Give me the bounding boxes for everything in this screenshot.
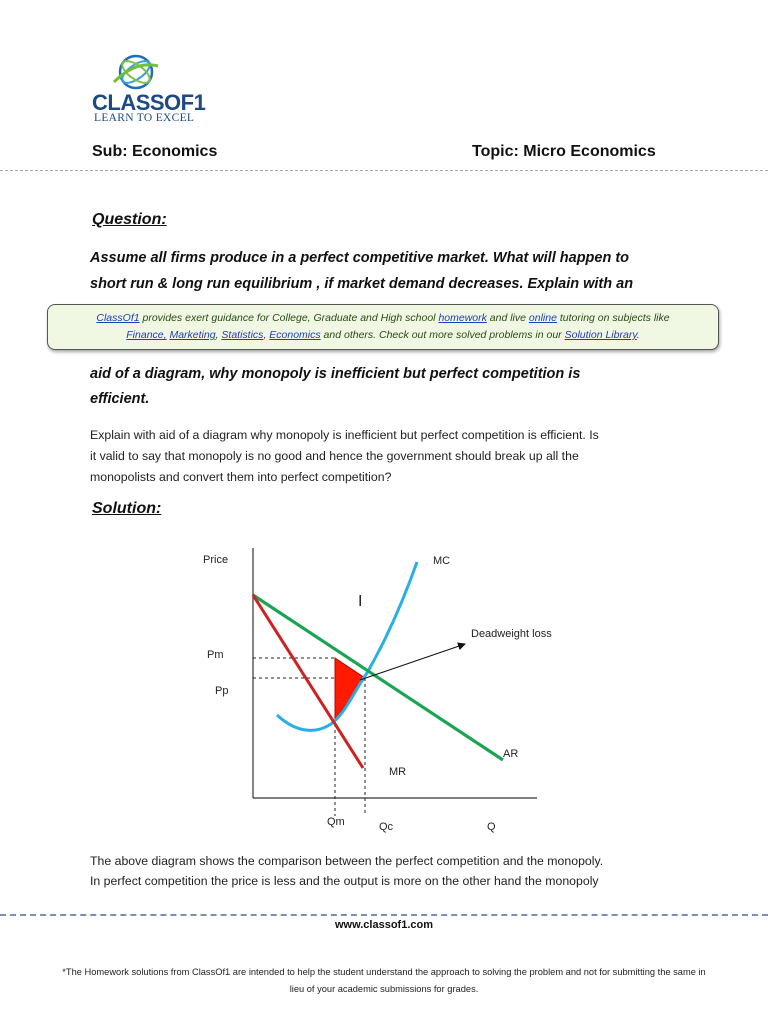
header-divider (0, 170, 768, 171)
disclaimer-line-2: lieu of your academic submissions for grades. (289, 984, 479, 994)
online-link[interactable]: online (528, 312, 557, 324)
pm-label: Pm (207, 649, 224, 661)
ar-label: AR (503, 748, 519, 760)
price-axis-label: Price (203, 554, 229, 566)
solution-para-line-1: The above diagram shows the comparison between the perfect competition and the monopoly. (90, 854, 604, 868)
question-line-1: Assume all firms produce in a perfect competitive market. What will happen to (90, 250, 630, 266)
qm-label: Qm (327, 816, 345, 828)
question-body-line-3: monopolists and convert them into perfect competition? (90, 470, 392, 484)
logo-name: CLASSOF1 (92, 90, 206, 115)
question-line-2: short run & long run equilibrium , if market demand decreases. Explain with an (90, 276, 634, 292)
subject-label: Sub: Economics (92, 143, 218, 160)
topic-label: Topic: Micro Economics (472, 143, 656, 160)
banner-text-2: and live (486, 312, 529, 324)
banner-sep-1: , (215, 329, 222, 341)
banner-sep-2: , (263, 329, 270, 341)
promo-banner (47, 304, 719, 350)
banner-end: . (636, 329, 640, 341)
question-heading: Question: (92, 211, 167, 228)
question-body-line-2: it valid to say that monopoly is no good and hence the government should break up all the (90, 449, 579, 463)
text-cursor-icon: I (358, 593, 363, 610)
homework-link[interactable]: homework (438, 312, 487, 324)
banner-text-3: tutoring on subjects like (556, 312, 670, 324)
solution-heading: Solution: (92, 500, 162, 517)
disclaimer (10, 964, 758, 998)
classof1-link[interactable]: ClassOf1 (96, 312, 140, 324)
banner-text-4: and others. Check out more solved problems in our (320, 329, 565, 341)
statistics-link[interactable]: Statistics (221, 329, 264, 341)
mc-label: MC (433, 555, 451, 567)
solution-library-link[interactable]: Solution Library (564, 329, 637, 341)
disclaimer-line-1: *The Homework solutions from ClassOf1 are intended to help the student understand the approach to solving the problem and not for submitting the same in (62, 967, 706, 977)
deadweight-arrow (360, 644, 465, 680)
q-axis-label: Q (487, 821, 496, 833)
question-line-4: efficient. (90, 391, 150, 407)
website-link[interactable]: www.classof1.com (334, 919, 434, 931)
monopoly-vs-competition-diagram (195, 540, 585, 840)
banner-text-1: provides exert guidance for College, Graduate and High school (139, 312, 439, 324)
pp-label: Pp (215, 685, 229, 697)
mc-curve (277, 562, 417, 730)
mr-label: MR (389, 766, 407, 778)
question-line-3: aid of a diagram, why monopoly is inefficient but perfect competition is (90, 366, 581, 382)
question-body-line-1: Explain with aid of a diagram why monopoly is inefficient but perfect competition is efficient. Is (90, 428, 599, 442)
economics-link[interactable]: Economics (269, 329, 321, 341)
finance-link[interactable]: Finance, (126, 329, 167, 341)
solution-para-line-2: In perfect competition the price is less and the output is more on the other hand the monopoly (90, 874, 599, 888)
qc-label: Qc (379, 821, 394, 833)
logo-tagline: LEARN TO EXCEL (94, 112, 195, 124)
marketing-link[interactable]: Marketing (169, 329, 216, 341)
footer-divider (0, 914, 768, 916)
deadweight-loss-label: Deadweight loss (471, 628, 552, 640)
